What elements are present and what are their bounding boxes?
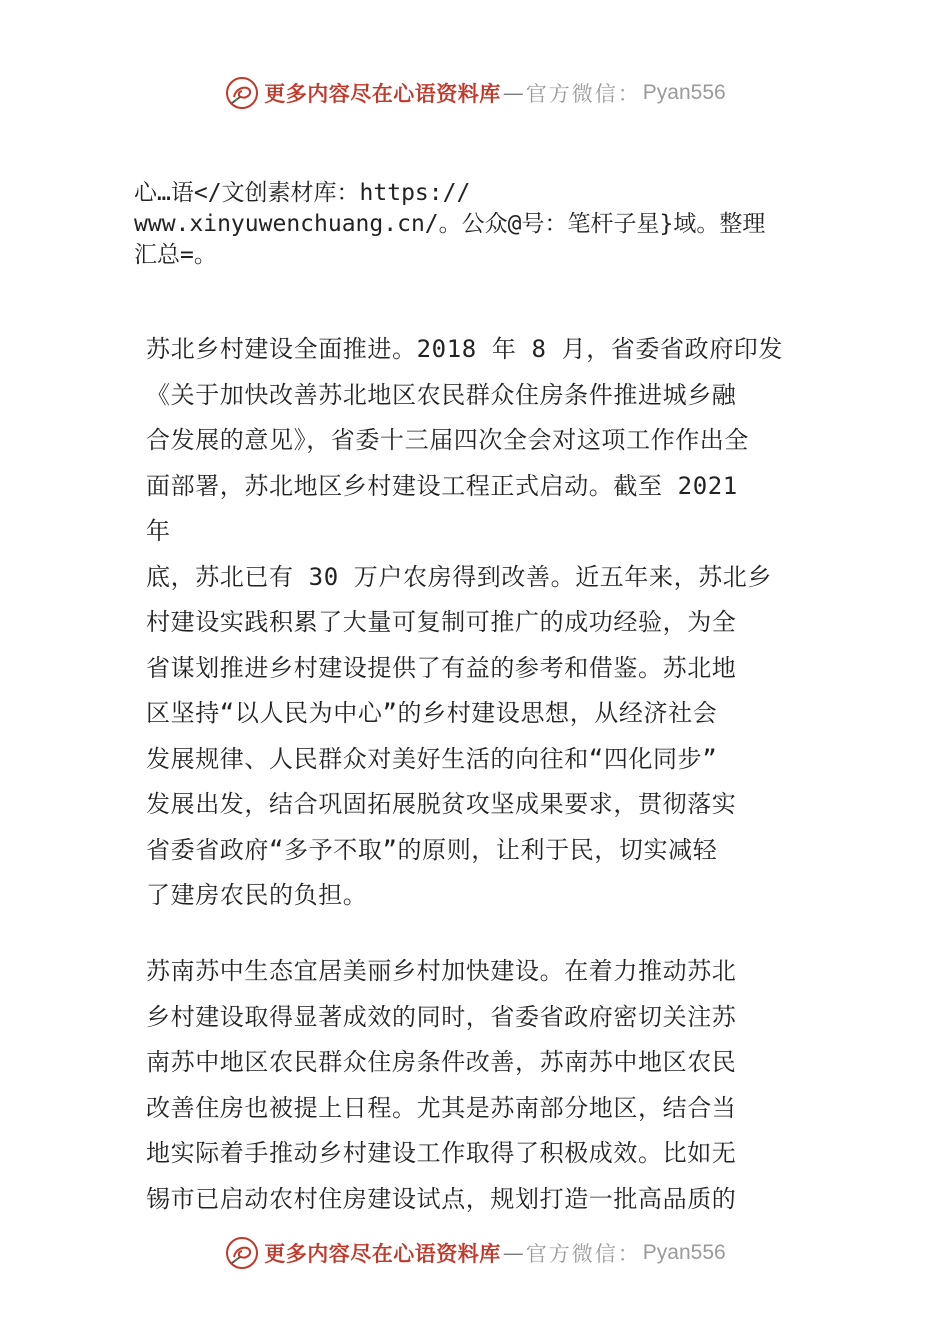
text-line: 苏北乡村建设全面推进。2018 年 8 月，省委省政府印发 <box>146 335 783 363</box>
text-line: 年 <box>146 517 171 545</box>
banner-wechat-id: Pyan556 <box>642 1241 726 1264</box>
banner-dash: — <box>502 1241 524 1265</box>
text-line: 《关于加快改善苏北地区农民群众住房条件推进城乡融 <box>146 380 737 409</box>
text-line: 乡村建设取得显著成效的同时，省委省政府密切关注苏 <box>146 1002 737 1031</box>
paragraph-subei <box>146 327 816 919</box>
banner-wechat-id: Pyan556 <box>642 81 726 104</box>
text-line: 村建设实践积累了大量可复制可推广的成功经验，为全 <box>146 608 737 636</box>
text-line: 地实际着手推动乡村建设工作取得了积极成效。比如无 <box>146 1139 737 1167</box>
text-line: 省谋划推进乡村建设提供了有益的参考和借鉴。苏北地 <box>146 653 737 682</box>
text-line: 改善住房也被提上日程。尤其是苏南部分地区，结合当 <box>146 1093 737 1122</box>
rose-logo-icon <box>224 75 260 111</box>
text-line: 南苏中地区农民群众住房条件改善，苏南苏中地区农民 <box>146 1048 737 1076</box>
text-line: 面部署，苏北地区乡村建设工程正式启动。截至 2021 <box>146 471 738 500</box>
footer-banner <box>0 1228 950 1278</box>
text-line: 锡市已启动农村住房建设试点，规划打造一批高品质的 <box>146 1184 737 1213</box>
source-note <box>134 178 824 271</box>
banner-slogan: 更多内容尽在心语资料库 <box>264 1241 501 1266</box>
text-line: 省委省政府“多予不取”的原则，让利于民，切实减轻 <box>146 835 718 864</box>
source-note-line: www.xinyuwenchuang.cn/。公众@号：笔杆子星}域。整理 <box>134 211 766 237</box>
text-line: 了建房农民的负担。 <box>146 881 368 909</box>
banner-wechat-label: 官方微信： <box>525 82 641 106</box>
text-line: 底，苏北已有 30 万户农房得到改善。近五年来，苏北乡 <box>146 562 772 591</box>
text-line: 发展规律、人民群众对美好生活的向往和“四化同步” <box>146 744 718 773</box>
banner-wechat-label: 官方微信： <box>525 1242 641 1266</box>
text-line: 苏南苏中生态宜居美丽乡村加快建设。在着力推动苏北 <box>146 957 737 985</box>
rose-logo-icon <box>224 1235 260 1271</box>
source-note-line: 汇总=。 <box>134 242 217 268</box>
banner-slogan: 更多内容尽在心语资料库 <box>264 81 501 106</box>
banner-dash: — <box>502 81 524 105</box>
text-line: 合发展的意见》，省委十三届四次全会对这项工作作出全 <box>146 426 749 454</box>
text-line: 发展出发，结合巩固拓展脱贫攻坚成果要求，贯彻落实 <box>146 790 737 818</box>
text-line: 区坚持“以人民为中心”的乡村建设思想，从经济社会 <box>146 699 718 727</box>
paragraph-sunan <box>146 949 816 1222</box>
header-banner <box>0 68 950 118</box>
source-note-line: 心…语</文创素材库：https:// <box>134 180 471 206</box>
